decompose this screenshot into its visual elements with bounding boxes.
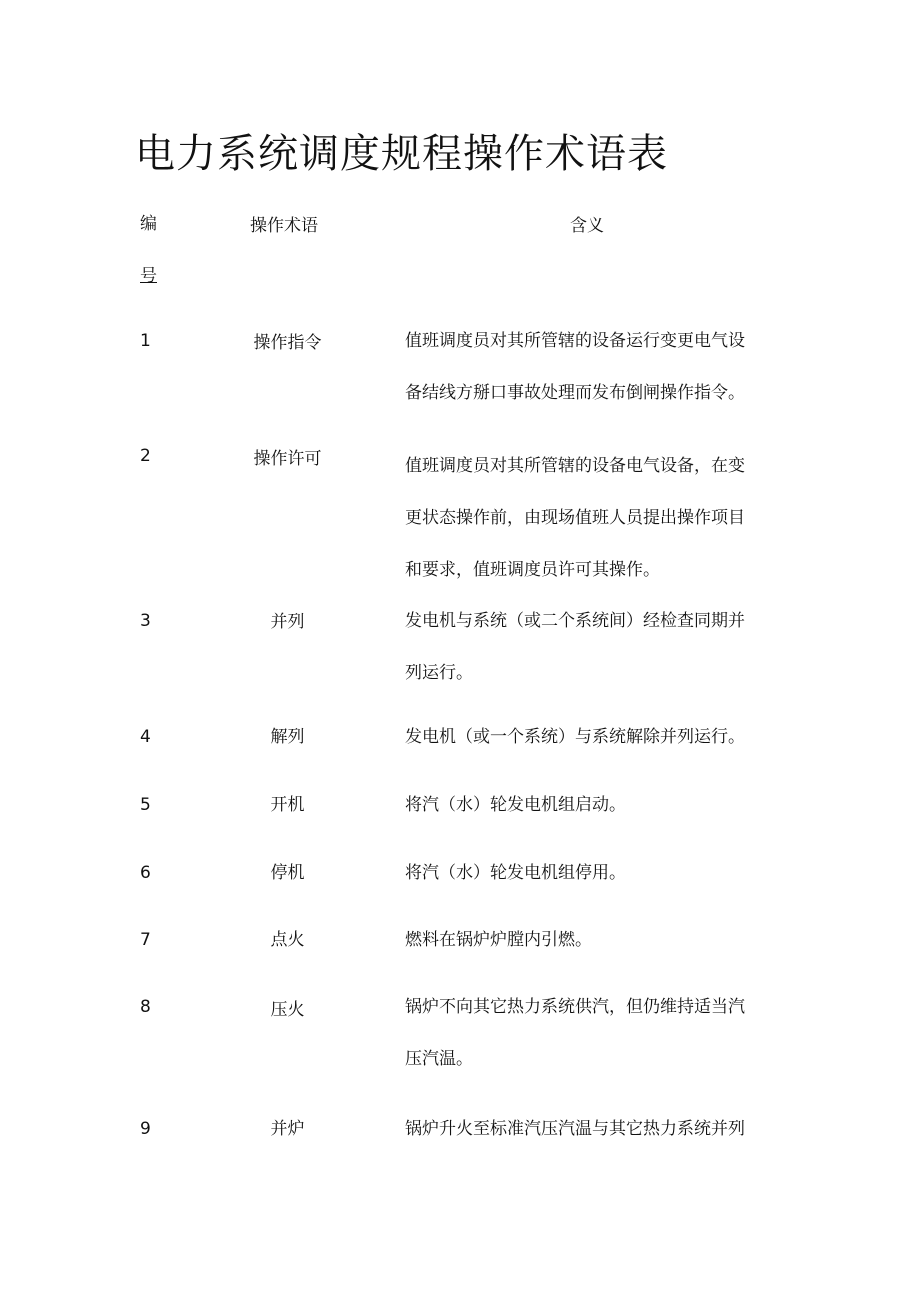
row-number: 3 [140, 611, 151, 631]
row-meaning [405, 914, 795, 966]
header-term: 操作术语 [250, 216, 318, 236]
row-meaning [405, 779, 795, 831]
meaning-line: 发电机与系统（或二个系统间）经检查同期并 [405, 611, 745, 631]
row-number: 5 [140, 795, 151, 815]
row-number: 6 [140, 863, 151, 883]
row-meaning [405, 1103, 795, 1155]
meaning-line: 压汽温。 [405, 1049, 473, 1069]
header-number-line2: 号 [140, 266, 157, 286]
row-meaning [405, 847, 795, 899]
row-term: 并列 [270, 612, 305, 632]
meaning-line: 列运行。 [405, 663, 473, 683]
row-term: 并炉 [270, 1119, 305, 1139]
meaning-line: 燃料在锅炉炉膛内引燃。 [405, 930, 592, 950]
meaning-line: 更状态操作前，由现场值班人员提出操作项目 [405, 508, 745, 528]
row-meaning [405, 711, 795, 763]
page-title: 电力系统调度规程操作术语表 [135, 131, 668, 177]
row-meaning [405, 595, 795, 699]
meaning-line: 锅炉升火至标准汽压汽温与其它热力系统并列 [405, 1119, 745, 1139]
meaning-line: 锅炉不向其它热力系统供汽，但仍维持适当汽 [405, 997, 745, 1017]
row-term: 点火 [270, 930, 305, 950]
row-term: 压火 [270, 1000, 305, 1020]
meaning-line: 将汽（水）轮发电机组停用。 [405, 863, 626, 883]
row-meaning [405, 981, 795, 1085]
row-term: 停机 [270, 863, 305, 883]
header-number-line1: 编 [140, 214, 157, 234]
row-term: 操作许可 [253, 449, 322, 469]
meaning-line: 值班调度员对其所管辖的设备电气设备，在变 [405, 456, 745, 476]
row-number: 8 [140, 997, 151, 1017]
header-meaning: 含义 [570, 216, 604, 236]
row-term: 开机 [270, 795, 305, 815]
row-term: 解列 [270, 727, 305, 747]
row-meaning [405, 315, 795, 419]
meaning-line: 发电机（或一个系统）与系统解除并列运行。 [405, 727, 745, 747]
row-number: 9 [140, 1119, 151, 1139]
row-number: 4 [140, 727, 151, 747]
row-number: 7 [140, 930, 151, 950]
row-meaning [405, 440, 795, 596]
row-number: 1 [140, 331, 151, 351]
row-number: 2 [140, 446, 151, 466]
row-term: 操作指令 [253, 333, 322, 353]
meaning-line: 备结线方掰口事故处理而发布倒闸操作指令。 [405, 383, 745, 403]
meaning-line: 将汽（水）轮发电机组启动。 [405, 795, 626, 815]
meaning-line: 和要求，值班调度员许可其操作。 [405, 560, 660, 580]
meaning-line: 值班调度员对其所管辖的设备运行变更电气设 [405, 331, 745, 351]
